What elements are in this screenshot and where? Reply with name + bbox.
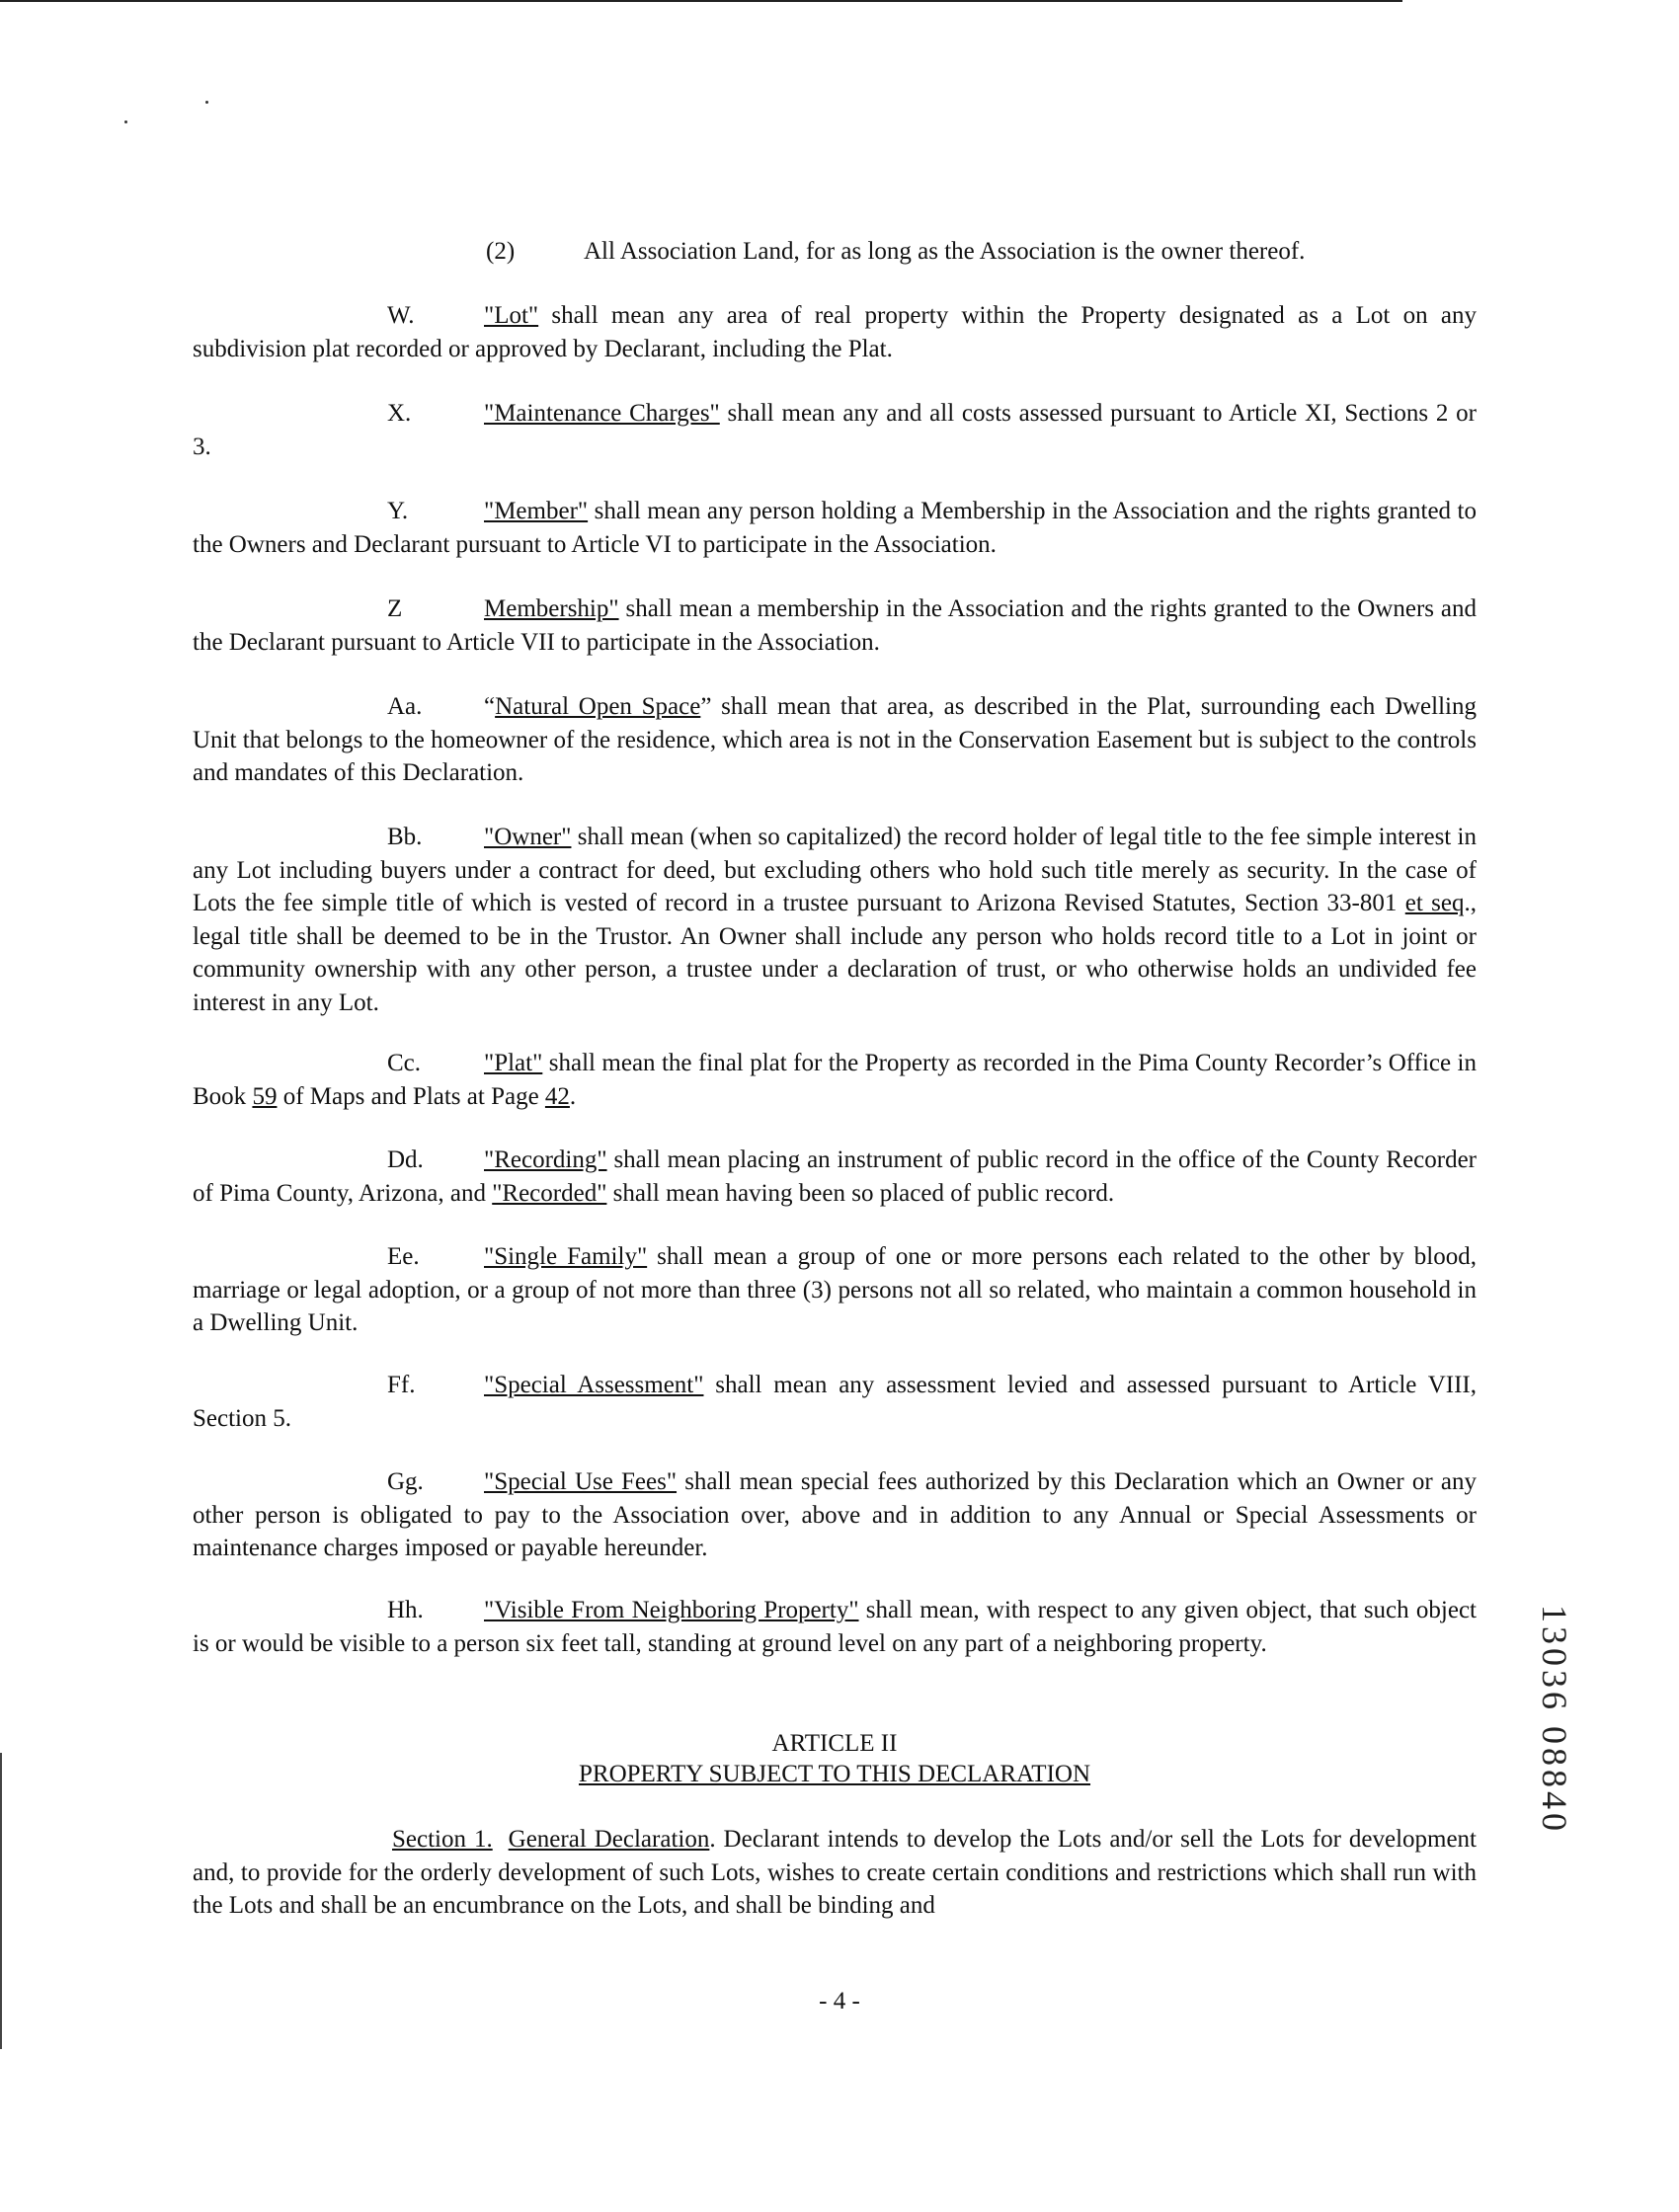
book-number: 59 — [252, 1082, 278, 1110]
article-title: PROPERTY SUBJECT TO THIS DECLARATION — [578, 1761, 1091, 1787]
definition-text-continued: shall mean having been so placed of public record. — [606, 1179, 1115, 1207]
definition-label: W. — [387, 302, 415, 329]
definition-text: shall mean any and all costs assessed pursuant to Article XI, Sections 2 or 3. — [193, 400, 1478, 460]
definition-quote: “ — [484, 693, 496, 720]
definition-term: "Recording" — [484, 1146, 607, 1173]
page-reference: 42 — [544, 1082, 570, 1110]
item-text: All Association Land, for as long as the Association is the owner thereof. — [584, 238, 1306, 265]
definition-z — [193, 592, 1477, 659]
section-text: . Declarant intends to develop the Lots and/or sell the Lots for development and, to provide for the orderly development of such Lots, wishes to create certain conditions and restrictions which shall run with the Lots and shall be an encumbrance on the Lots, and shall be binding and — [193, 1826, 1477, 1919]
definition-term: "Special Use Fees" — [484, 1468, 678, 1495]
definition-text: ” shall mean that area, as described in the Plat, surrounding each Dwelling Unit that belongs to the homeowner of the residence, which area is not in the Conservation Easement but is subject to the controls and mandates of this Declaration. — [193, 693, 1477, 786]
definition-text: shall mean special fees authorized by this Declaration which an Owner or any other person is obligated to pay to the Association over, above and in addition to any Annual or Special Assessments or maintenance charges imposed or payable hereunder. — [193, 1468, 1477, 1561]
definition-text: shall mean any person holding a Membership in the Association and the rights granted to the Owners and Declarant pursuant to Article VI to participate in the Association. — [193, 498, 1477, 558]
definition-text: shall mean a group of one or more persons each related to the other by blood, marriage or legal adoption, or a group of not more than three (3) persons not all so related, who maintain a common household in a Dwelling Unit. — [193, 1243, 1477, 1336]
scan-speck — [124, 120, 127, 123]
definition-cc — [193, 1047, 1477, 1113]
definition-label: X. — [387, 400, 412, 427]
definition-term: "Visible From Neighboring Property" — [484, 1597, 859, 1623]
definition-term: Natural Open Space — [495, 693, 701, 720]
definition-label: Ee. — [387, 1243, 420, 1270]
article-number: ARTICLE II — [771, 1730, 898, 1757]
definition-aa — [193, 690, 1477, 790]
definition-text: shall mean any area of real property within the Property designated as a Lot on any subdivision plat recorded or approved by Declarant, including the Plat. — [193, 302, 1477, 362]
definition-label: Cc. — [387, 1050, 422, 1076]
definition-ff — [193, 1369, 1477, 1435]
definition-text: shall mean placing an instrument of public record in the office of the County Recorder of Pima County, Arizona, and — [193, 1146, 1477, 1207]
definition-term: "Plat" — [484, 1050, 543, 1076]
definition-dd — [193, 1144, 1477, 1210]
definition-term: "Single Family" — [484, 1243, 648, 1270]
definition-label: Ff. — [387, 1372, 416, 1398]
item-label: (2) — [486, 238, 516, 265]
definition-text: shall mean any assessment levied and assessed pursuant to Article VIII, Section 5. — [193, 1372, 1477, 1432]
definition-ee — [193, 1240, 1477, 1340]
definition-term: "Maintenance Charges" — [484, 400, 720, 427]
definition-x — [193, 397, 1477, 463]
definition-term: "Member" — [484, 498, 589, 524]
definition-term: "Owner" — [484, 824, 572, 850]
section-heading: Section 1. — [392, 1826, 493, 1853]
definition-y — [193, 495, 1477, 561]
scan-speck — [205, 101, 208, 104]
definition-term: "Lot" — [484, 302, 539, 329]
definition-label: Bb. — [387, 824, 423, 850]
definition-text-continued: of Maps and Plats at Page — [277, 1082, 545, 1110]
definition-label: Z — [387, 595, 403, 622]
definition-term: "Special Assessment" — [484, 1372, 704, 1398]
definition-term: Membership" — [484, 595, 619, 622]
scan-top-border — [0, 0, 1402, 2]
item-2 — [193, 235, 1477, 269]
definition-gg — [193, 1465, 1477, 1565]
recording-stamp: 13036 08840 — [1535, 1605, 1574, 1835]
definition-text: shall mean the final plat for the Property as recorded in the Pima County Recorder’s Office in Book — [193, 1050, 1477, 1110]
et-seq: et seq — [1404, 890, 1465, 916]
definition-text: shall mean, with respect to any given object, that such object is or would be visible to a person six feet tall, standing at ground level on any part of a neighboring property. — [193, 1597, 1477, 1657]
definition-label: Aa. — [387, 693, 423, 720]
definition-label: Gg. — [387, 1468, 424, 1495]
definition-text: shall mean (when so capitalized) the record holder of legal title to the fee simple interest in any Lot including buyers under a contract for deed, but excluding others who hold such title merely as security. In the case of Lots the fee simple title of which is vested of record in a trustee pursuant to Arizona Revised Statutes, Section 33-801 — [193, 824, 1477, 916]
definition-label: Y. — [387, 498, 409, 524]
definition-label: Hh. — [387, 1597, 424, 1623]
section-1 — [193, 1823, 1477, 1923]
definition-text-continued: ., legal title shall be deemed to be in the Trustor. An Owner shall include any person who holds record title to a Lot in joint or community ownership with any other person, a trustee under a declaration of trust, or who otherwise holds an undivided fee interest in any Lot. — [193, 890, 1477, 1016]
definition-text-end: . — [569, 1082, 577, 1110]
definition-bb — [193, 821, 1477, 1019]
page-number: - 4 - — [819, 1988, 860, 2014]
definition-hh — [193, 1594, 1477, 1660]
definition-term-2: "Recorded" — [492, 1179, 607, 1207]
definition-label: Dd. — [387, 1146, 424, 1173]
definition-w — [193, 299, 1477, 365]
definition-text: shall mean a membership in the Association and the rights granted to the Owners and the Declarant pursuant to Article VII to participate in the Association. — [193, 595, 1477, 656]
section-title: General Declaration — [508, 1826, 710, 1853]
